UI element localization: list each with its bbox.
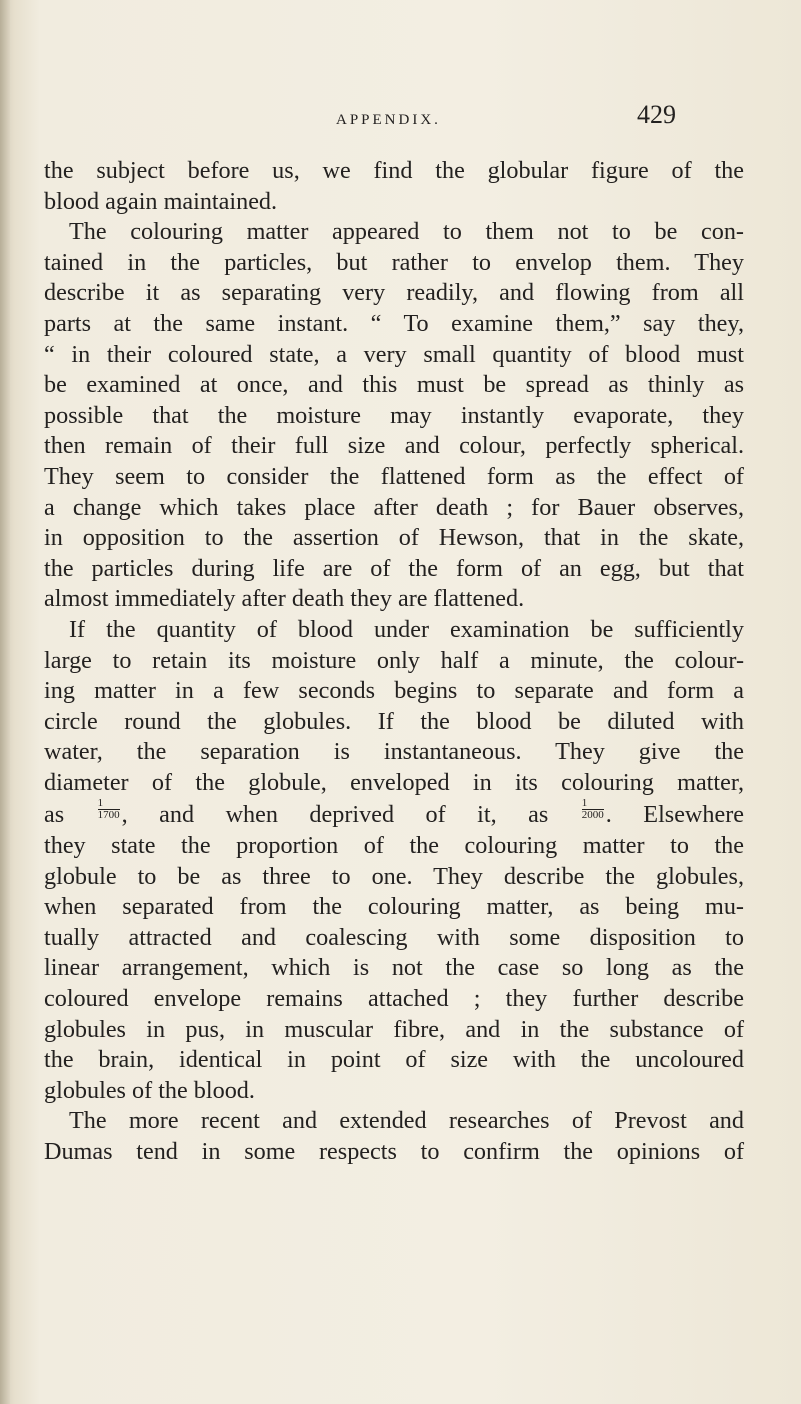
fraction-denominator: 2000: [581, 809, 604, 822]
text-line: linear arrangement, which is not the case so long as the: [44, 954, 744, 982]
body-text: [44, 156, 744, 1168]
text-line: blood again maintained.: [44, 187, 278, 215]
text-line: they state the proportion of the colouring matter to the: [44, 832, 744, 860]
fraction-numerator: 1: [98, 798, 120, 810]
text-line: ing matter in a few seconds begins to separate and form a: [44, 677, 744, 705]
text-line: Dumas tend in some respects to confirm the opinions of: [44, 1138, 744, 1165]
text-line: be examined at once, and this must be spread as thinly as: [44, 371, 744, 399]
fraction-line-text: , and when deprived of it, as: [121, 801, 549, 829]
fraction-line-text: . Elsewhere: [605, 801, 745, 829]
text-line: then remain of their full size and colour, perfectly spherical.: [44, 432, 744, 460]
text-line: They seem to consider the flattened form as the effect of: [44, 462, 744, 490]
text-line: “ in their coloured state, a very small quantity of blood must: [44, 340, 744, 368]
text-line: in opposition to the assertion of Hewson, that in the skate,: [44, 524, 744, 552]
text-line: globule to be as three to one. They describe the globules,: [44, 862, 744, 890]
text-line: diameter of the globule, enveloped in its colouring matter,: [44, 768, 744, 796]
fraction-numerator: 1: [582, 798, 604, 810]
text-line: tained in the particles, but rather to envelop them. They: [44, 248, 744, 276]
text-line: coloured envelope remains attached ; they further describe: [44, 985, 744, 1013]
text-line: globules in pus, in muscular fibre, and in the substance of: [44, 1015, 744, 1043]
paragraph-start-line: The more recent and extended researches of Prevost and: [69, 1107, 744, 1135]
paragraph-start-line: The colouring matter appeared to them not to be con-: [69, 218, 744, 246]
text-line: the subject before us, we find the globular figure of the: [44, 157, 744, 184]
text-line: globules of the blood.: [44, 1076, 255, 1104]
text-line: tually attracted and coalescing with some disposition to: [44, 923, 744, 951]
text-line: a change which takes place after death ; for Bauer observes,: [44, 493, 744, 521]
text-line: when separated from the colouring matter, as being mu-: [44, 893, 744, 921]
text-line: large to retain its moisture only half a minute, the colour-: [44, 646, 744, 674]
running-head: APPENDIX.: [336, 112, 441, 128]
page-number: 429: [637, 100, 676, 129]
page-binding-edge: [0, 0, 10, 1404]
text-line: the particles during life are of the form of an egg, but that: [44, 554, 744, 582]
text-line: almost immediately after death they are flattened.: [44, 585, 525, 613]
text-line: possible that the moisture may instantly evaporate, they: [44, 401, 744, 429]
fraction-line-text: as: [44, 801, 65, 829]
page-header: [0, 100, 801, 140]
paragraph-start-line: If the quantity of blood under examination be sufficiently: [69, 615, 744, 643]
fraction-denominator: 1700: [97, 809, 120, 822]
text-line: the brain, identical in point of size with the uncoloured: [44, 1046, 744, 1074]
text-line: describe it as separating very readily, and flowing from all: [44, 279, 744, 307]
text-line: water, the separation is instantaneous. They give the: [44, 738, 744, 766]
fraction-line: [44, 798, 744, 831]
fraction-2000: [582, 798, 604, 821]
fraction-1700: [98, 798, 120, 821]
text-line: circle round the globules. If the blood be diluted with: [44, 707, 744, 735]
text-line: parts at the same instant. “ To examine them,” say they,: [44, 309, 744, 337]
